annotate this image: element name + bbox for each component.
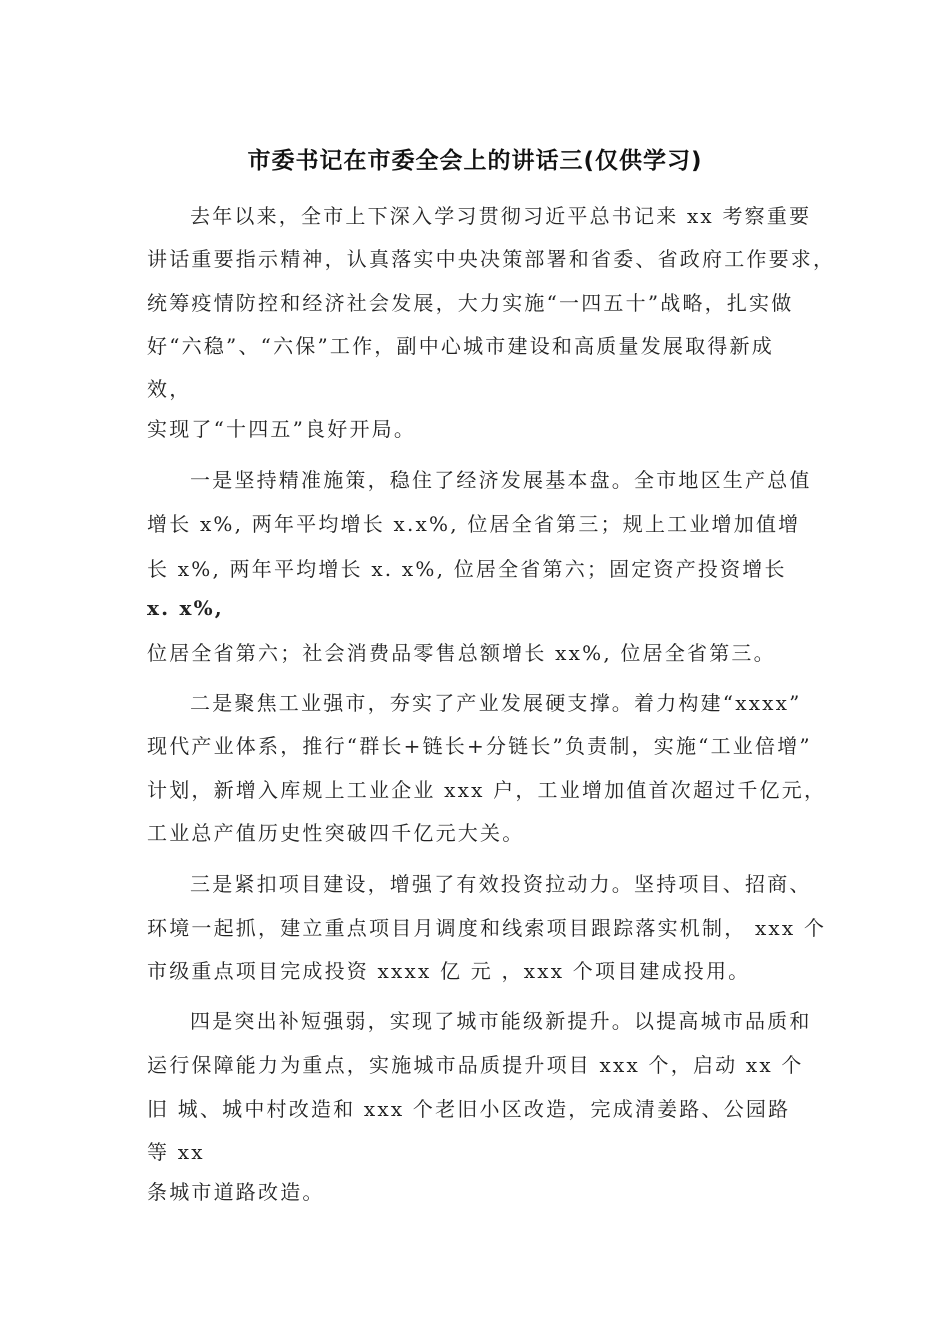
paragraph-line: 工业总产值历史性突破四千亿元大关。 [147,821,525,845]
paragraph-line: 二是聚焦工业强市，夯实了产业发展硬支撑。着力构建“xxxx” [190,691,802,715]
paragraph-line: 增长 x%, 两年平均增长 x.x%, 位居全省第三；规上工业增加值增 [147,512,801,536]
paragraph-line: 一是坚持精准施策，稳住了经济发展基本盘。全市地区生产总值 [190,468,812,492]
paragraph-line: 讲话重要指示精神，认真落实中央决策部署和省委、省政府工作要求， [147,247,836,271]
paragraph-line: 旧 城、城中村改造和 xxx 个老旧小区改造，完成清姜路、公园路 [147,1097,791,1121]
paragraph-line: 计划，新增入库规上工业企业 xxx 户，工业增加值首次超过千亿元， [147,778,827,802]
paragraph-line: 四是突出补短强弱，实现了城市能级新提升。以提高城市品质和 [190,1009,812,1033]
document-title: 市委书记在市委全会上的讲话三(仅供学习) [247,148,703,174]
paragraph-line: 三是紧扣项目建设，增强了有效投资拉动力。坚持项目、招商、 [190,872,812,896]
paragraph-line: 市级重点项目完成投资 xxxx 亿 元 ，xxx 个项目建成投用。 [147,959,751,983]
paragraph-line: 统筹疫情防控和经济社会发展，大力实施“一四五十”战略，扎实做 [147,291,794,315]
paragraph-line: 位居全省第六；社会消费品零售总额增长 xx%, 位居全省第三。 [147,641,776,665]
paragraph-line: x. x%, [147,596,224,620]
paragraph-line: 实现了“十四五”良好开局。 [147,417,417,441]
paragraph-line: 去年以来，全市上下深入学习贯彻习近平总书记来 xx 考察重要 [190,204,812,228]
paragraph-line: 环境一起抓，建立重点项目月调度和线索项目跟踪落实机制， xxx 个 [147,916,827,940]
paragraph-line: 效， [147,377,192,401]
paragraph-line: 好“六稳”、“六保”工作，副中心城市建设和高质量发展取得新成 [147,334,774,358]
paragraph-line: 条城市道路改造。 [147,1180,325,1204]
paragraph-line: 等 xx [147,1140,205,1164]
paragraph-line: 运行保障能力为重点，实施城市品质提升项目 xxx 个，启动 xx 个 [147,1053,804,1077]
paragraph-line: 长 x%, 两年平均增长 x. x%, 位居全省第六；固定资产投资增长 [147,557,787,581]
paragraph-line: 现代产业体系，推行“群长+链长+分链长”负责制，实施“工业倍增” [147,734,812,758]
